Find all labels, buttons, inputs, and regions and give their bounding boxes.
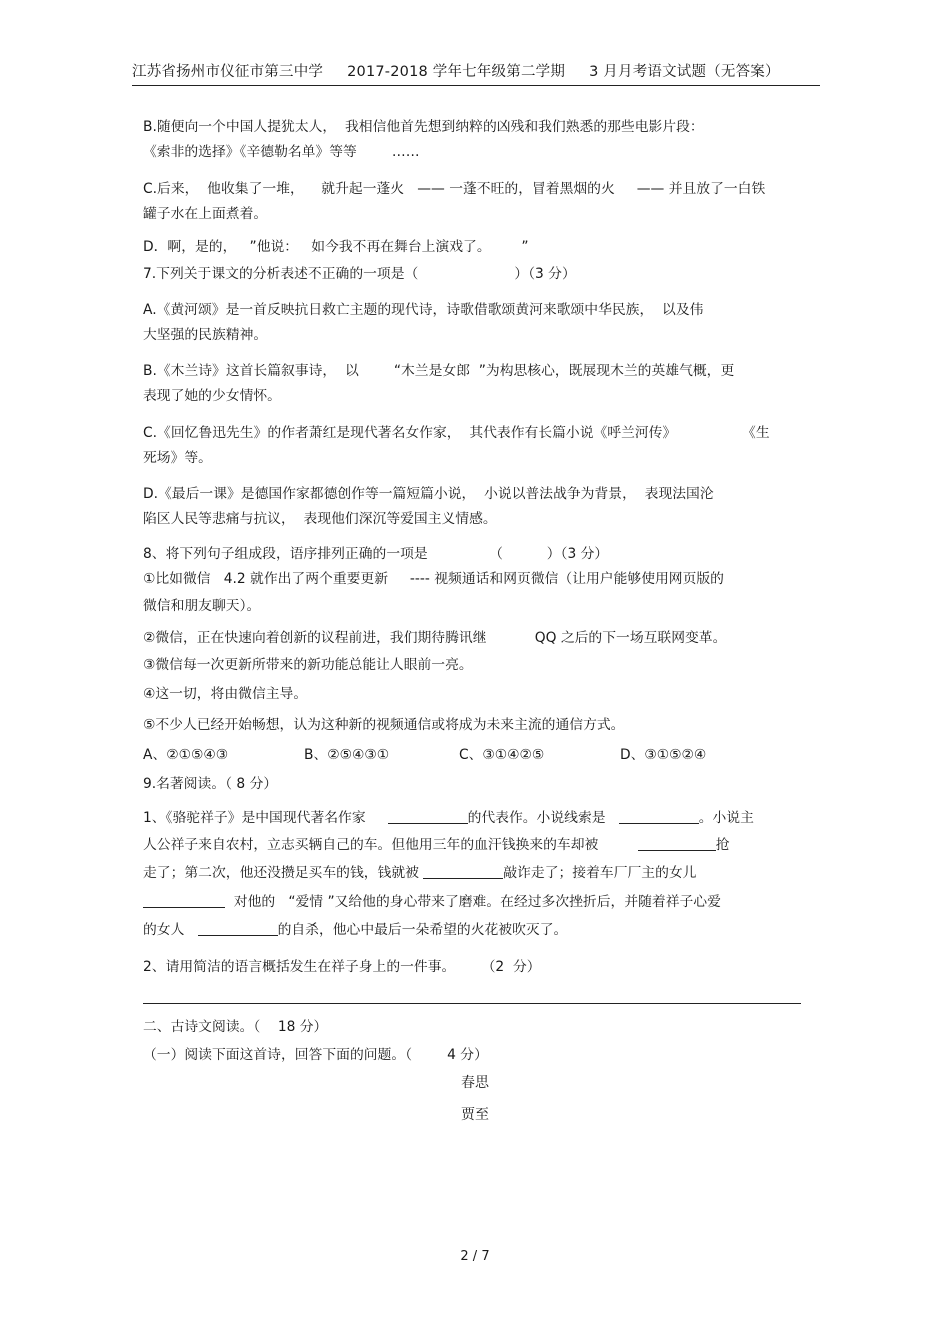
- section2-title: 二、古诗文阅读。（ 18 分）: [143, 1019, 328, 1035]
- header-term: 2017-2018 学年七年级第二学期: [347, 64, 566, 80]
- q7-stem-text: 7.下列关于课文的分析表述不正确的一项是（: [143, 266, 419, 282]
- section2-subtitle: （一）阅读下面这首诗，回答下面的问题。（ 4 分）: [143, 1047, 488, 1063]
- q7-option-a-line1: A.《黄河颂》是一首反映抗日救亡主题的现代诗，诗歌借歌颂黄河来歌颂中华民族， 以及伟: [143, 302, 704, 318]
- q7-stem-score: ）（3 分）: [514, 266, 576, 282]
- q9-text: 的代表作。小说线索是: [467, 810, 606, 826]
- q9-paragraph-line4: [143, 893, 721, 911]
- q9-text: 的自杀，他心中最后一朵希望的火花被吹灭了。: [277, 922, 568, 938]
- q8-sentence-2: ②微信，正在快速向着创新的议程前进，我们期待腾讯继 QQ 之后的下一场互联网变革。: [143, 630, 727, 646]
- page-number: 2 / 7: [460, 1249, 490, 1264]
- q6-option-c-line1: C.后来， 他收集了一堆， 就升起一蓬火 —— 一蓬不旺的，冒着黑烟的火 —— 并且放了一白铁: [143, 181, 766, 197]
- q6-option-c-line2: 罐子水在上面煮着。: [143, 206, 268, 222]
- page-header: [132, 60, 820, 81]
- poem-author: 贾至: [461, 1107, 489, 1123]
- q7-option-d-line2: 陷区人民等悲痛与抗议， 表现他们深沉等爱国主义情感。: [143, 511, 497, 527]
- q9-paragraph-line1: [143, 809, 754, 827]
- q8-option-d: D、③①⑤②④: [620, 747, 707, 763]
- q8-option-a: A、②①⑤④③: [143, 747, 229, 763]
- answer-line[interactable]: [143, 1003, 801, 1004]
- answer-blank-robbers[interactable]: [638, 836, 716, 851]
- q9-text: 人公祥子来自农村，立志买辆自己的车。但他用三年的血汗钱换来的车却被: [143, 837, 599, 853]
- q7-option-b-line1: B.《木兰诗》这首长篇叙事诗， 以 “木兰是女郎 ”为构思核心，既展现木兰的英雄气概，更: [143, 363, 735, 379]
- q9-paragraph-line5: [143, 921, 567, 939]
- header-exam: 3 月月考语文试题（无答案）: [589, 64, 780, 80]
- answer-blank-author[interactable]: [388, 809, 468, 824]
- header-divider: [132, 85, 820, 86]
- answer-blank-daughter[interactable]: [143, 893, 225, 908]
- q9-text: 1、《骆驼祥子》是中国现代著名作家: [143, 810, 366, 826]
- q8-sentence-1-line1: ①比如微信 4.2 就作出了两个重要更新 ---- 视频通话和网页微信（让用户能够使用网页版的: [143, 571, 724, 587]
- q9-paragraph-line2: [143, 836, 730, 854]
- answer-blank-extortioner[interactable]: [423, 864, 503, 879]
- q7-option-c-line1: C.《回忆鲁迅先生》的作者萧红是现代著名女作家， 其代表作有长篇小说《呼兰河传》 《生: [143, 425, 770, 441]
- q9-paragraph-line3: [143, 864, 696, 882]
- answer-blank-clue[interactable]: [619, 809, 699, 824]
- q9-text: 敲诈走了；接着车厂厂主的女儿: [503, 865, 697, 881]
- q6-option-b-line2: 《索非的选择》《辛德勒名单》等等 ……: [143, 144, 420, 160]
- q9-text: 。小说主: [698, 810, 754, 826]
- q8-sentence-3: ③微信每一次更新所带来的新功能总能让人眼前一亮。: [143, 657, 473, 673]
- q9-text: 抢: [715, 837, 730, 853]
- q9-text: 的女人: [143, 922, 185, 938]
- q6-option-b-line1: B.随便向一个中国人提犹太人， 我相信他首先想到纳粹的凶残和我们熟悉的那些电影片段：: [143, 119, 704, 135]
- q7-option-b-line2: 表现了她的少女情怀。: [143, 388, 281, 404]
- q8-sentence-4: ④这一切，将由微信主导。: [143, 686, 308, 702]
- q9-text: 走了；第二次，他还没攒足买车的钱，钱就被: [143, 865, 419, 881]
- q8-option-b: B、②⑤④③①: [304, 747, 390, 763]
- q9-text: 对他的 “爱情 ”又给他的身心带来了磨难。在经过多次挫折后，并随着祥子心爱: [225, 894, 721, 910]
- q8-option-c: C、③①④②⑤: [459, 747, 545, 763]
- answer-blank-beloved[interactable]: [198, 921, 278, 936]
- q8-sentence-1-line2: 微信和朋友聊天）。: [143, 598, 261, 614]
- q9-question-2: 2、请用简洁的语言概括发生在祥子身上的一件事。 （2 分）: [143, 959, 541, 975]
- header-school: 江苏省扬州市仪征市第三中学: [132, 64, 324, 80]
- poem-title: 春思: [461, 1075, 489, 1091]
- q8-sentence-5: ⑤不少人已经开始畅想，认为这种新的视频通信或将成为未来主流的通信方式。: [143, 717, 625, 733]
- q9-stem: 9.名著阅读。（ 8 分）: [143, 776, 278, 792]
- q7-stem: [143, 265, 576, 283]
- q7-option-a-line2: 大坚强的民族精神。: [143, 327, 268, 343]
- q7-option-c-line2: 死场》等。: [143, 450, 212, 466]
- q7-option-d-line1: D.《最后一课》是德国作家都德创作等一篇短篇小说， 小说以普法战争为背景， 表现法国沦: [143, 486, 714, 502]
- q8-stem: 8、将下列句子组成段，语序排列正确的一项是 （ ）（3 分）: [143, 546, 609, 562]
- q6-option-d: D．啊，是的， ”他说： 如今我不再在舞台上演戏了。 ”: [143, 239, 529, 255]
